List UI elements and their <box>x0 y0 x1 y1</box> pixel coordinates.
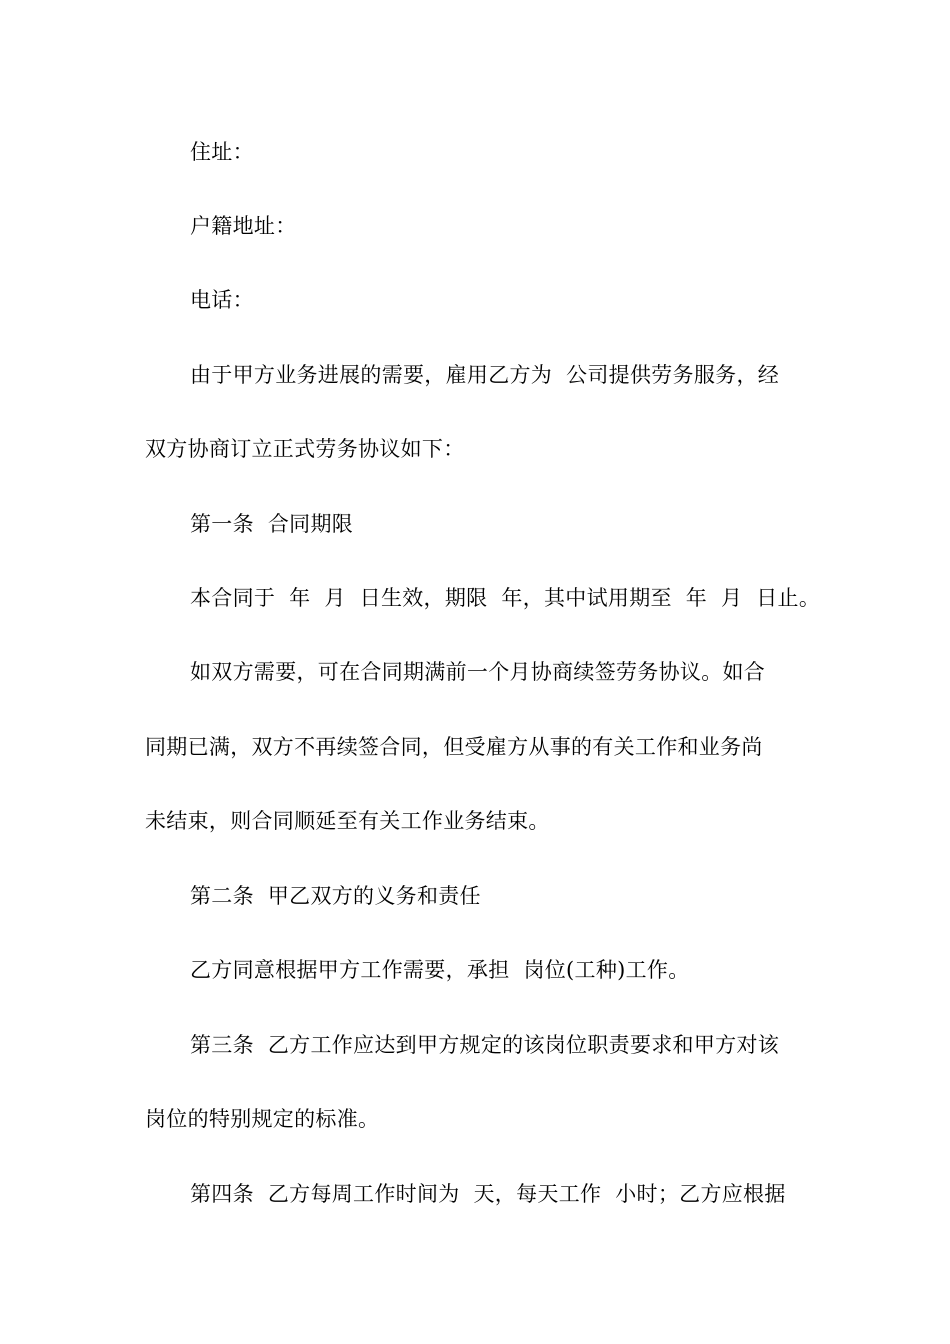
article-3-line-1: 第三条 乙方工作应达到甲方规定的该岗位职责要求和甲方对该 <box>190 1033 780 1057</box>
address-label: 住址： <box>190 140 254 164</box>
phone-label: 电话： <box>190 288 254 312</box>
intro-paragraph-line-1: 由于甲方业务进展的需要，雇用乙方为 公司提供劳务服务，经 <box>190 363 780 387</box>
household-address-label: 户籍地址： <box>190 214 297 238</box>
article-3-line-2: 岗位的特别规定的标准。 <box>145 1107 380 1131</box>
article-1-renewal-line-3: 未结束，则合同顺延至有关工作业务结束。 <box>145 809 550 833</box>
article-2-heading: 第二条 甲乙双方的义务和责任 <box>190 884 481 908</box>
article-1-renewal-line-2: 同期已满，双方不再续签合同，但受雇方从事的有关工作和业务尚 <box>145 735 763 759</box>
article-1-heading: 第一条 合同期限 <box>190 512 354 536</box>
article-1-renewal-line-1: 如双方需要，可在合同期满前一个月协商续签劳务协议。如合 <box>190 660 766 684</box>
intro-paragraph-line-2: 双方协商订立正式劳务协议如下： <box>145 437 465 461</box>
article-2-body: 乙方同意根据甲方工作需要，承担 岗位(工种)工作。 <box>190 958 690 982</box>
article-1-term-line: 本合同于 年 月 日生效，期限 年，其中试用期至 年 月 日止。 <box>190 586 821 610</box>
article-4-line-1: 第四条 乙方每周工作时间为 天，每天工作 小时；乙方应根据 <box>190 1182 786 1206</box>
